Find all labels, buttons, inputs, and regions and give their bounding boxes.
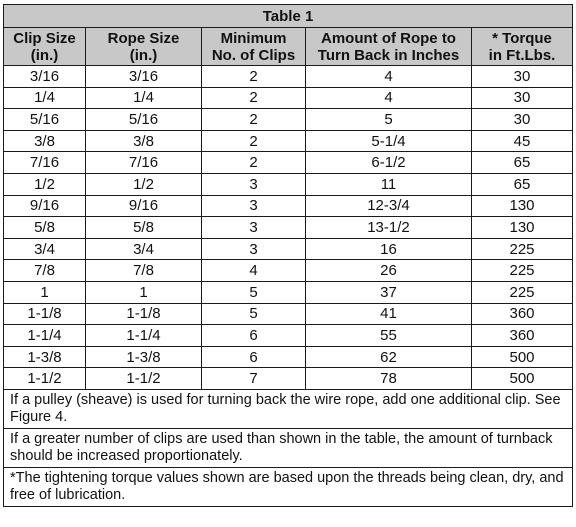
cell-torque: 225	[472, 238, 573, 260]
cell-clip-size: 3/4	[4, 238, 86, 260]
cell-torque: 45	[472, 130, 573, 152]
cell-turnback: 62	[306, 346, 472, 368]
cell-min-clips: 5	[202, 303, 306, 325]
header-rope-size-line2: (in.)	[129, 46, 158, 64]
cell-turnback: 5-1/4	[306, 130, 472, 152]
cell-clip-size: 1-1/8	[4, 303, 86, 325]
cell-rope-size: 1/4	[86, 87, 202, 109]
document-page	[3, 4, 572, 507]
cell-clip-size: 7/8	[4, 260, 86, 282]
cell-torque: 360	[472, 325, 573, 347]
cell-clip-size: 1-1/2	[4, 368, 86, 390]
cell-rope-size: 3/4	[86, 238, 202, 260]
cell-torque: 30	[472, 109, 573, 131]
note-row	[4, 428, 573, 467]
cell-turnback: 4	[306, 66, 472, 88]
cell-turnback: 55	[306, 325, 472, 347]
header-min-clips	[202, 28, 306, 66]
cell-rope-size: 1-1/4	[86, 325, 202, 347]
table-row	[4, 109, 573, 131]
header-torque-line1: * Torque	[492, 29, 552, 47]
header-clip-size-line1: Clip Size	[13, 29, 76, 47]
table-row	[4, 325, 573, 347]
cell-min-clips: 2	[202, 152, 306, 174]
cell-torque: 225	[472, 260, 573, 282]
cell-rope-size: 7/16	[86, 152, 202, 174]
cell-torque: 130	[472, 217, 573, 239]
header-turnback-line1: Amount of Rope to	[321, 29, 456, 47]
cell-torque: 500	[472, 346, 573, 368]
table-row	[4, 152, 573, 174]
table-header-row	[4, 28, 573, 66]
wire-rope-clip-table	[3, 4, 573, 507]
header-rope-size	[86, 28, 202, 66]
cell-min-clips: 4	[202, 260, 306, 282]
cell-turnback: 12-3/4	[306, 195, 472, 217]
note-row	[4, 389, 573, 428]
table-row	[4, 346, 573, 368]
cell-clip-size: 7/16	[4, 152, 86, 174]
cell-clip-size: 1	[4, 281, 86, 303]
cell-turnback: 11	[306, 173, 472, 195]
header-clip-size-line2: (in.)	[30, 46, 59, 64]
cell-turnback: 37	[306, 281, 472, 303]
table-title: Table 1	[4, 5, 573, 28]
note-pulley: If a pulley (sheave) is used for turning back the wire rope, add one additional clip. See Figure 4.	[4, 389, 573, 428]
cell-turnback: 13-1/2	[306, 217, 472, 239]
cell-rope-size: 1	[86, 281, 202, 303]
cell-clip-size: 3/16	[4, 66, 86, 88]
table-notes	[4, 389, 573, 506]
header-min-clips-line1: Minimum	[220, 29, 287, 47]
table-row	[4, 238, 573, 260]
cell-clip-size: 1-1/4	[4, 325, 86, 347]
table-row	[4, 173, 573, 195]
header-torque	[472, 28, 573, 66]
cell-turnback: 4	[306, 87, 472, 109]
table-row	[4, 130, 573, 152]
cell-rope-size: 5/8	[86, 217, 202, 239]
cell-clip-size: 5/8	[4, 217, 86, 239]
table-title-row	[4, 5, 573, 28]
header-rope-size-line1: Rope Size	[107, 29, 180, 47]
cell-turnback: 16	[306, 238, 472, 260]
note-torque: *The tightening torque values shown are based upon the threads being clean, dry, and free of lubrication.	[4, 467, 573, 506]
cell-min-clips: 3	[202, 173, 306, 195]
table-row	[4, 368, 573, 390]
cell-min-clips: 3	[202, 195, 306, 217]
cell-torque: 130	[472, 195, 573, 217]
cell-torque: 500	[472, 368, 573, 390]
cell-torque: 225	[472, 281, 573, 303]
cell-turnback: 78	[306, 368, 472, 390]
cell-min-clips: 3	[202, 217, 306, 239]
cell-clip-size: 9/16	[4, 195, 86, 217]
cell-clip-size: 1/4	[4, 87, 86, 109]
cell-turnback: 41	[306, 303, 472, 325]
cell-rope-size: 1-1/8	[86, 303, 202, 325]
table-row	[4, 87, 573, 109]
cell-turnback: 26	[306, 260, 472, 282]
cell-rope-size: 1/2	[86, 173, 202, 195]
cell-rope-size: 3/8	[86, 130, 202, 152]
cell-min-clips: 2	[202, 87, 306, 109]
cell-rope-size: 7/8	[86, 260, 202, 282]
table-row	[4, 217, 573, 239]
cell-min-clips: 2	[202, 109, 306, 131]
cell-min-clips: 6	[202, 325, 306, 347]
table-row	[4, 303, 573, 325]
cell-clip-size: 1/2	[4, 173, 86, 195]
cell-min-clips: 6	[202, 346, 306, 368]
table-row	[4, 260, 573, 282]
cell-turnback: 6-1/2	[306, 152, 472, 174]
note-greater-clips: If a greater number of clips are used than shown in the table, the amount of turnback should be increased proportionately.	[4, 428, 573, 467]
cell-torque: 30	[472, 66, 573, 88]
cell-rope-size: 5/16	[86, 109, 202, 131]
cell-torque: 65	[472, 152, 573, 174]
cell-rope-size: 9/16	[86, 195, 202, 217]
header-turnback-line2: Turn Back in Inches	[317, 46, 460, 64]
table-row	[4, 281, 573, 303]
cell-min-clips: 2	[202, 130, 306, 152]
note-row	[4, 467, 573, 506]
header-clip-size	[4, 28, 86, 66]
table-row	[4, 66, 573, 88]
cell-min-clips: 5	[202, 281, 306, 303]
cell-torque: 360	[472, 303, 573, 325]
cell-min-clips: 2	[202, 66, 306, 88]
header-torque-line2: in Ft.Lbs.	[488, 46, 556, 64]
header-min-clips-line2: No. of Clips	[211, 46, 296, 64]
cell-clip-size: 3/8	[4, 130, 86, 152]
cell-rope-size: 1-3/8	[86, 346, 202, 368]
header-turnback	[306, 28, 472, 66]
cell-clip-size: 5/16	[4, 109, 86, 131]
cell-torque: 65	[472, 173, 573, 195]
cell-turnback: 5	[306, 109, 472, 131]
cell-rope-size: 1-1/2	[86, 368, 202, 390]
cell-min-clips: 7	[202, 368, 306, 390]
table-row	[4, 195, 573, 217]
cell-rope-size: 3/16	[86, 66, 202, 88]
table-body	[4, 66, 573, 390]
cell-torque: 30	[472, 87, 573, 109]
cell-clip-size: 1-3/8	[4, 346, 86, 368]
cell-min-clips: 3	[202, 238, 306, 260]
